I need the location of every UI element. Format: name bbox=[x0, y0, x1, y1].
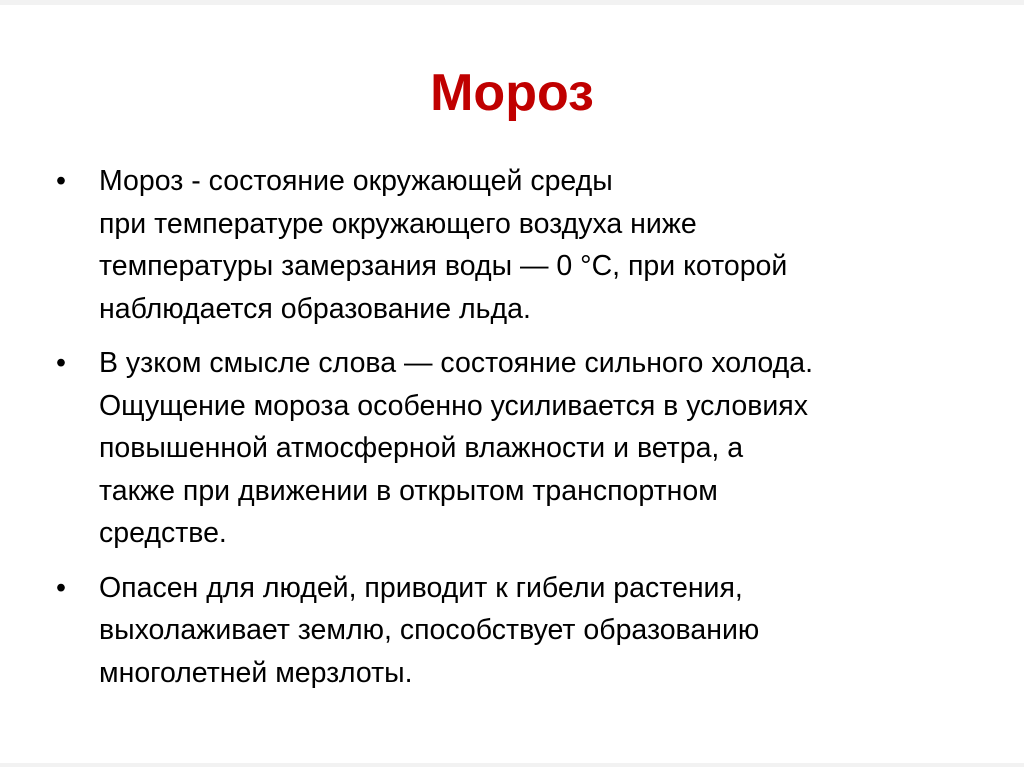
bullet-item-narrow-meaning bbox=[56, 342, 976, 555]
bullet-text-line: Ощущение мороза особенно усиливается в условиях bbox=[99, 389, 808, 422]
bullet-text-line: выхолаживает землю, способствует образованию bbox=[99, 614, 760, 646]
bullet-text-line: средстве. bbox=[99, 517, 227, 549]
bullet-text-line: также при движении в открытом транспортном bbox=[99, 474, 718, 507]
bullet-marker: • bbox=[56, 347, 66, 379]
bullet-item-danger bbox=[56, 567, 976, 695]
bullet-marker: • bbox=[56, 571, 66, 604]
bullet-text-line: повышенной атмосферной влажности и ветра, а bbox=[99, 432, 744, 464]
bullet-text-line: при температуре окружающего воздуха ниже bbox=[99, 207, 697, 240]
slide-bottom-edge bbox=[0, 763, 1024, 767]
bullet-text-line: температуры замерзания воды — 0 °C, при которой bbox=[99, 250, 788, 282]
bullet-text-line: В узком смысле слова — состояние сильного холода. bbox=[99, 347, 814, 379]
bullet-text-line: Мороз - состояние окружающей среды bbox=[99, 165, 613, 197]
bullet-text-line: многолетней мерзлоты. bbox=[99, 656, 413, 689]
bullet-item-definition bbox=[56, 160, 976, 330]
bullet-marker: • bbox=[56, 165, 66, 197]
slide-top-edge bbox=[0, 0, 1024, 5]
bullet-text-line: наблюдается образование льда. bbox=[99, 292, 531, 325]
bullet-text-line: Опасен для людей, приводит к гибели растения, bbox=[99, 571, 743, 604]
bullet-list bbox=[56, 160, 976, 706]
slide-title: Мороз bbox=[430, 64, 594, 122]
